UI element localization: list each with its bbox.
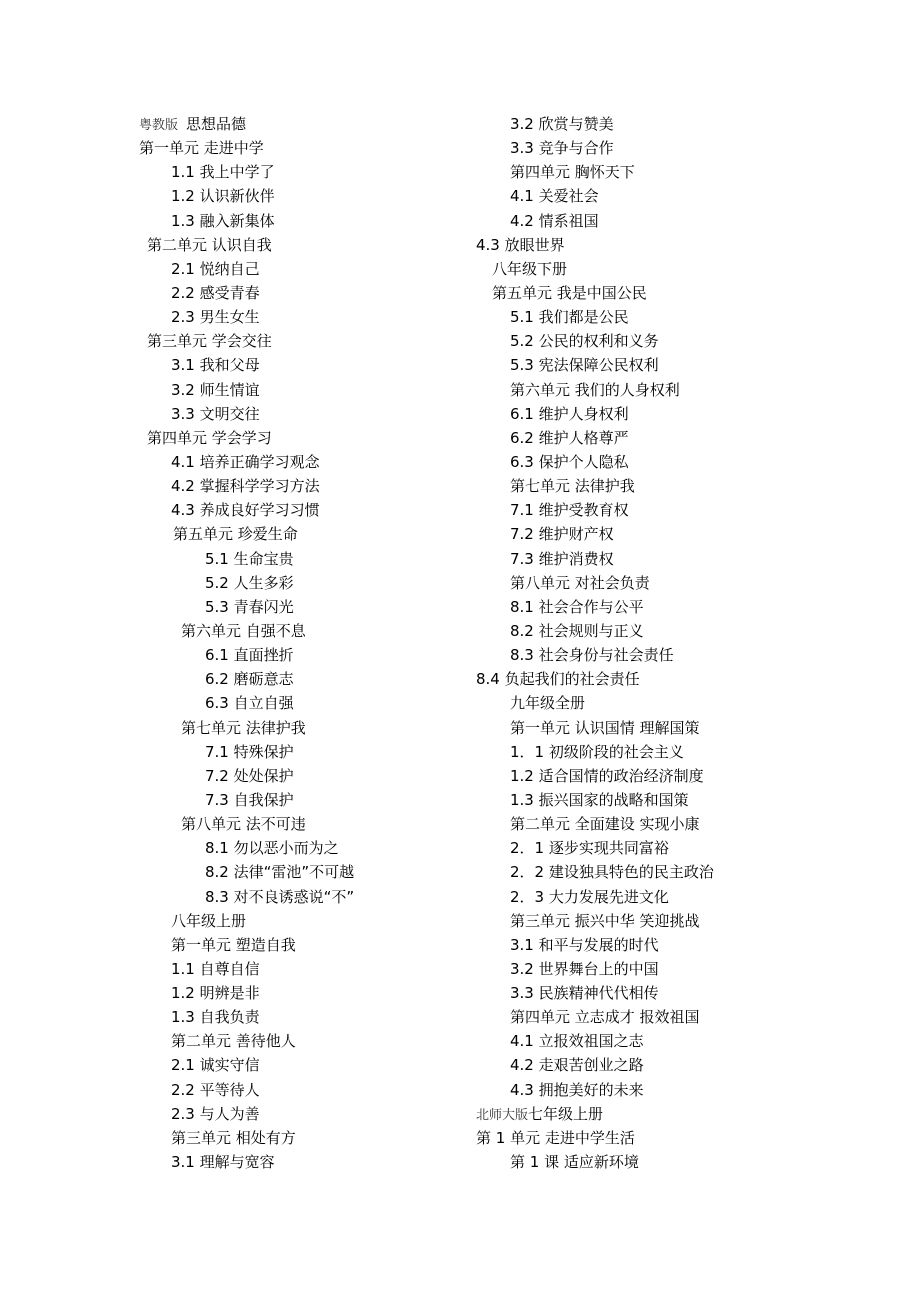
toc-entry-text: 7.2 维护财产权 (510, 525, 614, 544)
toc-entry (139, 571, 459, 595)
toc-entry-text: 第一单元 走进中学 (139, 139, 264, 158)
toc-entry (476, 160, 776, 184)
toc-entry-text: 3.1 和平与发展的时代 (510, 935, 659, 954)
toc-entry (139, 281, 459, 305)
toc-entry (139, 595, 459, 619)
toc-entry-text: 6.1 直面挫折 (205, 646, 294, 665)
toc-entry (476, 353, 776, 377)
toc-entry (139, 1005, 459, 1029)
toc-entry-text: 8.3 社会身份与社会责任 (510, 646, 674, 665)
toc-entry-text: 7.1 特殊保护 (205, 742, 294, 761)
toc-entry-text: 第四单元 胸怀天下 (510, 163, 635, 182)
toc-entry (139, 788, 459, 812)
toc-entry (139, 498, 459, 522)
toc-entry (476, 885, 776, 909)
toc-entry (476, 281, 776, 305)
toc-entry-text: 1.2 适合国情的政治经济制度 (510, 766, 704, 785)
toc-entry-text: 第三单元 学会交往 (147, 332, 272, 351)
toc-entry (476, 329, 776, 353)
toc-entry (476, 1029, 776, 1053)
toc-entry (139, 450, 459, 474)
toc-entry-text: 8.1 勿以恶小而为之 (205, 839, 339, 858)
toc-entry-text: 第一单元 塑造自我 (171, 935, 296, 954)
toc-entry-text: 2．3 大力发展先进文化 (510, 887, 669, 906)
toc-entry (139, 257, 459, 281)
publisher-label: 北师大版 (476, 1107, 529, 1123)
toc-entry (476, 667, 776, 691)
toc-entry-text: 3.3 竞争与合作 (510, 139, 614, 158)
toc-entry-text: 8.3 对不良诱惑说“不” (205, 887, 355, 906)
toc-entry (139, 885, 459, 909)
toc-entry-text: 2．2 建设独具特色的民主政治 (510, 863, 714, 882)
toc-entry-text: 八年级上册 (171, 911, 247, 930)
toc-entry (139, 933, 459, 957)
toc-entry (476, 426, 776, 450)
toc-entry-text: 7.3 维护消费权 (510, 549, 614, 568)
toc-entry (139, 305, 459, 329)
toc-entry (139, 691, 459, 715)
toc-entry-text: 八年级下册 (492, 259, 568, 278)
toc-entry-text: 1.3 自我负责 (171, 1008, 260, 1027)
toc-entry-text: 第八单元 对社会负责 (510, 573, 650, 592)
toc-entry (139, 329, 459, 353)
toc-entry-text: 4.1 立报效祖国之志 (510, 1032, 644, 1051)
toc-entry-text: 6.1 维护人身权利 (510, 404, 629, 423)
toc-entry-text: 6.2 磨砺意志 (205, 670, 294, 689)
toc-column-left (139, 112, 459, 1174)
toc-entry-text: 5.2 人生多彩 (205, 573, 294, 592)
toc-entry-text: 第三单元 振兴中华 笑迎挑战 (510, 911, 700, 930)
toc-entry-text: 3.2 世界舞台上的中国 (510, 959, 659, 978)
toc-entry-text: 2.1 悦纳自己 (171, 259, 260, 278)
toc-entry (476, 184, 776, 208)
toc-entry (476, 981, 776, 1005)
toc-entry-text: 8.4 负起我们的社会责任 (476, 670, 640, 689)
toc-entry-text: 第 1 单元 走进中学生活 (476, 1128, 635, 1147)
toc-entry-text: 3.2 欣赏与赞美 (510, 115, 614, 133)
toc-entry-text: 1.2 明辨是非 (171, 984, 260, 1003)
toc-column-right (476, 112, 776, 1174)
toc-entry (476, 619, 776, 643)
toc-entry-text: 第七单元 法律护我 (510, 477, 635, 496)
toc-entry-text: 6.3 保护个人隐私 (510, 452, 629, 471)
toc-entry-text: 3.1 理解与宽容 (171, 1153, 275, 1172)
toc-entry-text: 2.3 男生女生 (171, 308, 260, 327)
toc-entry (476, 860, 776, 884)
toc-entry (139, 740, 459, 764)
toc-entry-text: 4.3 放眼世界 (476, 235, 565, 254)
toc-entry (476, 1150, 776, 1174)
toc-entry-text: 4.1 关爱社会 (510, 187, 599, 206)
toc-entry (139, 378, 459, 402)
toc-entry-text: 1.1 自尊自信 (171, 959, 260, 978)
toc-entry-text: 4.3 养成良好学习习惯 (171, 501, 320, 520)
toc-entry (476, 257, 776, 281)
toc-entry (139, 764, 459, 788)
toc-entry-text: 8.2 社会规则与正义 (510, 621, 644, 640)
toc-entry-text: 九年级全册 (510, 694, 586, 713)
toc-entry (139, 1126, 459, 1150)
toc-entry (139, 233, 459, 257)
toc-entry-text: 第二单元 全面建设 实现小康 (510, 815, 700, 834)
toc-entry-text: 4.2 走艰苦创业之路 (510, 1056, 644, 1075)
toc-entry-text: 第四单元 学会学习 (147, 428, 272, 447)
publisher-label: 粤教版 (139, 118, 179, 133)
toc-entry (476, 1078, 776, 1102)
toc-entry (476, 957, 776, 981)
toc-entry-text: 第三单元 相处有方 (171, 1128, 296, 1147)
toc-entry-text: 2.1 诚实守信 (171, 1056, 260, 1075)
toc-entry (476, 112, 776, 136)
toc-entry (139, 353, 459, 377)
toc-entry-text: 7.1 维护受教育权 (510, 501, 629, 520)
toc-entry (139, 1102, 459, 1126)
toc-entry (139, 426, 459, 450)
toc-entry-text: 6.2 维护人格尊严 (510, 428, 629, 447)
toc-entry (476, 450, 776, 474)
toc-entry (476, 1005, 776, 1029)
toc-entry-text: 8.2 法律“雷池”不可越 (205, 863, 355, 882)
toc-entry (476, 836, 776, 860)
toc-entry-text: 第八单元 法不可违 (181, 815, 306, 834)
toc-entry-text: 7.3 自我保护 (205, 790, 294, 809)
toc-entry (139, 522, 459, 546)
toc-entry (476, 209, 776, 233)
toc-entry (476, 402, 776, 426)
toc-entry-text: 7.2 处处保护 (205, 766, 294, 785)
toc-entry (476, 305, 776, 329)
toc-entry-text: 1.2 认识新伙伴 (171, 187, 275, 206)
toc-entry (139, 643, 459, 667)
toc-entry (476, 1102, 776, 1126)
toc-entry (139, 136, 459, 160)
toc-entry (476, 233, 776, 257)
toc-entry (476, 1053, 776, 1077)
toc-entry-text: 8.1 社会合作与公平 (510, 597, 644, 616)
toc-entry (476, 691, 776, 715)
toc-entry (139, 716, 459, 740)
toc-entry (476, 136, 776, 160)
toc-entry (139, 957, 459, 981)
toc-entry (139, 836, 459, 860)
toc-entry (139, 1053, 459, 1077)
toc-entry (476, 909, 776, 933)
toc-entry-text: 第二单元 认识自我 (147, 235, 272, 254)
toc-entry-text: 5.3 青春闪光 (205, 597, 294, 616)
toc-entry-text: 2.3 与人为善 (171, 1104, 260, 1123)
toc-entry-text: 2.2 感受青春 (171, 283, 260, 302)
toc-entry-text: 4.2 掌握科学学习方法 (171, 477, 320, 496)
toc-entry (139, 860, 459, 884)
toc-entry-text: 3.2 师生情谊 (171, 380, 260, 399)
toc-entry-text: 第七单元 法律护我 (181, 718, 306, 737)
toc-entry (476, 933, 776, 957)
toc-entry (139, 402, 459, 426)
toc-entry (476, 498, 776, 522)
toc-entry (139, 547, 459, 571)
toc-entry-text: 第四单元 立志成才 报效祖国 (510, 1008, 700, 1027)
toc-entry-text: 第六单元 自强不息 (181, 621, 306, 640)
toc-entry (139, 112, 459, 136)
toc-entry (139, 909, 459, 933)
toc-entry (139, 1078, 459, 1102)
toc-entry-text: 1.3 振兴国家的战略和国策 (510, 790, 689, 809)
toc-entry (139, 160, 459, 184)
toc-entry (476, 595, 776, 619)
toc-entry-text: 5.1 我们都是公民 (510, 308, 629, 327)
toc-entry-text: 2．1 逐步实现共同富裕 (510, 839, 669, 858)
toc-entry-text: 第五单元 我是中国公民 (492, 283, 647, 302)
toc-entry-text: 3.1 我和父母 (171, 356, 260, 375)
toc-entry (476, 764, 776, 788)
toc-entry-text: 第 1 课 适应新环境 (510, 1153, 639, 1172)
toc-entry (139, 667, 459, 691)
toc-entry (476, 643, 776, 667)
toc-entry (139, 474, 459, 498)
toc-entry (476, 788, 776, 812)
toc-entry (476, 740, 776, 764)
toc-entry-text: 5.3 宪法保障公民权利 (510, 356, 659, 375)
toc-entry-text: 2.2 平等待人 (171, 1080, 260, 1099)
toc-entry-text: 第一单元 认识国情 理解国策 (510, 718, 700, 737)
toc-entry (139, 209, 459, 233)
toc-entry (476, 571, 776, 595)
toc-entry (476, 547, 776, 571)
toc-entry (476, 378, 776, 402)
toc-entry-text: 4.2 情系祖国 (510, 211, 599, 230)
toc-entry (139, 1150, 459, 1174)
toc-entry-text: 1.3 融入新集体 (171, 211, 275, 230)
toc-entry-text: 思想品德 (186, 115, 247, 133)
toc-entry-text: 第二单元 善待他人 (171, 1032, 296, 1051)
toc-entry (139, 619, 459, 643)
toc-entry-text: 第五单元 珍爱生命 (173, 525, 298, 544)
toc-entry-text: 1．1 初级阶段的社会主义 (510, 742, 684, 761)
toc-entry (476, 716, 776, 740)
toc-entry-text: 1.1 我上中学了 (171, 163, 275, 182)
toc-entry-text: 5.1 生命宝贵 (205, 549, 294, 568)
toc-entry (139, 812, 459, 836)
toc-entry-text: 七年级上册 (528, 1104, 604, 1123)
toc-entry (476, 522, 776, 546)
toc-entry (476, 474, 776, 498)
toc-entry-text: 4.3 拥抱美好的未来 (510, 1080, 644, 1099)
toc-entry (476, 1126, 776, 1150)
toc-entry (139, 1029, 459, 1053)
toc-entry (476, 812, 776, 836)
toc-entry-text: 3.3 民族精神代代相传 (510, 984, 659, 1003)
toc-entry-text: 3.3 文明交往 (171, 404, 260, 423)
toc-entry-text: 6.3 自立自强 (205, 694, 294, 713)
toc-entry-text: 4.1 培养正确学习观念 (171, 452, 320, 471)
toc-entry (139, 981, 459, 1005)
toc-entry-text: 5.2 公民的权利和义务 (510, 332, 659, 351)
toc-entry (139, 184, 459, 208)
toc-entry-text: 第六单元 我们的人身权利 (510, 380, 680, 399)
